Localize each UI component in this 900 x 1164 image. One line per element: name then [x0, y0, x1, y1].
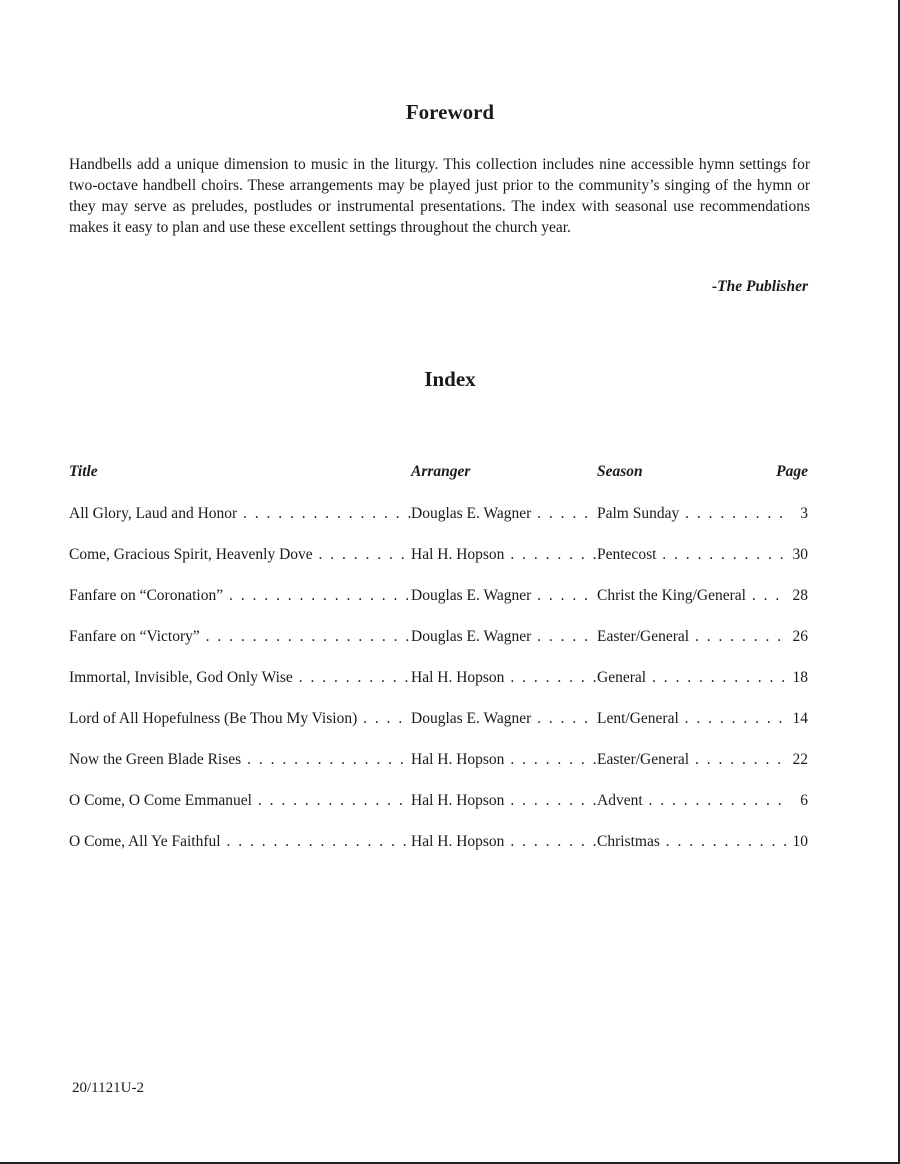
index-header-page: Page	[776, 463, 808, 480]
foreword-paragraph: Handbells add a unique dimension to music in the liturgy. This collection includes nine accessible hymn settings for two-octave handbell choirs. These arrangements may be played just prior to the community’s singing of the hymn or they may serve as preludes, postludes or instrumental presentations. The index with seasonal use recommendations makes it easy to plan and use these excellent settings throughout the church year.	[69, 156, 810, 236]
index-row-title: Lord of All Hopefulness (Be Thou My Vision) . . .	[69, 708, 411, 730]
index-row-title: Come, Gracious Spirit, Heavenly Dove . . .	[69, 544, 411, 566]
index-row	[69, 503, 808, 525]
index-row-title: O Come, O Come Emmanuel . . .	[69, 790, 411, 812]
index-header-arranger: Arranger	[411, 463, 471, 480]
index-row-season: Advent . . .	[597, 790, 787, 812]
index-row-page: 6	[800, 792, 808, 809]
index-row-page: 30	[792, 546, 808, 563]
index-row-arranger: Douglas E. Wagner . . .	[411, 503, 597, 525]
index-row-page: 3	[800, 505, 808, 522]
index-row-title: Now the Green Blade Rises . . .	[69, 749, 411, 771]
index-row	[69, 708, 808, 730]
index-row-title: Fanfare on “Victory” . . .	[69, 626, 411, 648]
foreword-heading: Foreword	[405, 100, 495, 124]
index-row-arranger: Hal H. Hopson . . .	[411, 749, 597, 771]
index-row-season: General . . .	[597, 667, 787, 689]
index-row	[69, 585, 808, 607]
index-row-page: 28	[792, 587, 808, 604]
index-row-arranger: Hal H. Hopson . . .	[411, 544, 597, 566]
index-row-season: Palm Sunday . . .	[597, 503, 787, 525]
index-row-page: 22	[792, 751, 808, 768]
index-row	[69, 626, 808, 648]
index-header-title: Title	[69, 463, 98, 480]
index-row-arranger: Douglas E. Wagner . . .	[411, 626, 597, 648]
index-row-season: Lent/General . . .	[597, 708, 787, 730]
index-row-arranger: Hal H. Hopson . . .	[411, 667, 597, 689]
index-row	[69, 667, 808, 689]
catalog-code: 20/1121U-2	[72, 1080, 144, 1096]
index-row-season: Christmas . . .	[597, 831, 787, 853]
index-row-title: Fanfare on “Coronation” . . .	[69, 585, 411, 607]
index-header-season: Season	[597, 463, 643, 480]
index-row-arranger: Douglas E. Wagner . . .	[411, 708, 597, 730]
index-row-page: 10	[792, 833, 808, 850]
index-row	[69, 544, 808, 566]
index-row	[69, 831, 808, 853]
index-row	[69, 790, 808, 812]
index-row-title: O Come, All Ye Faithful . . .	[69, 831, 411, 853]
index-row-season: Christ the King/General . . .	[597, 585, 787, 607]
index-row-season: Easter/General . . .	[597, 626, 787, 648]
index-row-title: Immortal, Invisible, God Only Wise . . .	[69, 667, 411, 689]
index-row-page: 14	[792, 710, 808, 727]
index-row-page: 26	[792, 628, 808, 645]
foreword-signature: -The Publisher	[711, 278, 808, 295]
index-row-season: Easter/General . . .	[597, 749, 787, 771]
index-row	[69, 749, 808, 771]
index-row-arranger: Douglas E. Wagner . . .	[411, 585, 597, 607]
index-row-arranger: Hal H. Hopson . . .	[411, 790, 597, 812]
index-row-title: All Glory, Laud and Honor . . .	[69, 503, 411, 525]
index-heading: Index	[424, 367, 476, 391]
index-row-page: 18	[792, 669, 808, 686]
index-row-season: Pentecost . . .	[597, 544, 787, 566]
index-row-arranger: Hal H. Hopson . . .	[411, 831, 597, 853]
